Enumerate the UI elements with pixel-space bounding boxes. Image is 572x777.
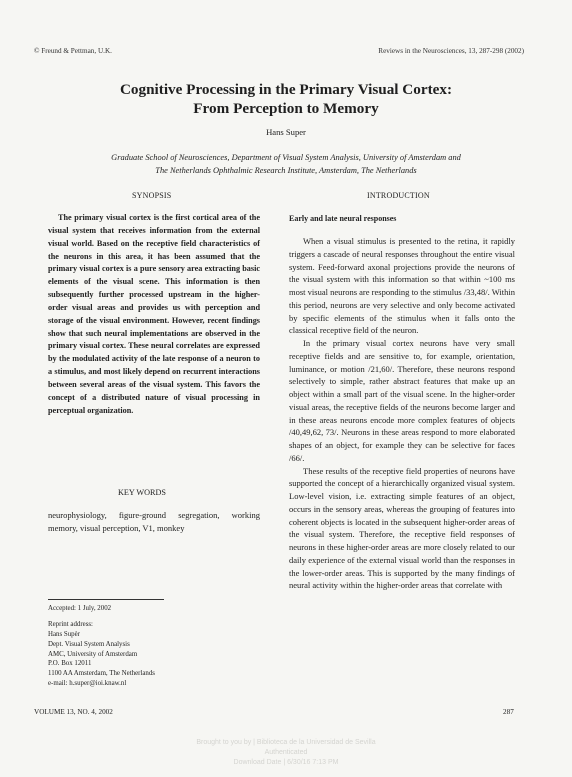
affiliation-line-1: Graduate School of Neurosciences, Department of Visual System Analysis, University of Amsterdam and — [111, 153, 461, 162]
reprint-line: 1100 AA Amsterdam, The Netherlands — [48, 670, 155, 678]
introduction-heading: INTRODUCTION — [367, 191, 430, 200]
keywords-heading: KEY WORDS — [118, 488, 166, 497]
reprint-line: Dept. Visual System Analysis — [48, 640, 130, 648]
author-affiliation — [0, 151, 572, 177]
reprint-line: P.O. Box 12011 — [48, 660, 92, 668]
footer-volume: VOLUME 13, NO. 4, 2002 — [34, 708, 113, 716]
watermark-line-1: Brought to you by | Biblioteca de la Universidad de Sevilla — [196, 739, 376, 746]
reprint-label: Reprint address: — [48, 621, 93, 628]
running-header-journal: Reviews in the Neurosciences, 13, 287-298 (2002) — [378, 47, 524, 55]
author-name: Hans Super — [266, 127, 306, 137]
article-title — [0, 80, 572, 118]
reprint-email: e-mail: h.super@ioi.knaw.nl — [48, 680, 127, 688]
introduction-body — [289, 235, 515, 592]
title-line-2: From Perception to Memory — [193, 100, 379, 117]
paragraph: These results of the receptive field properties of neurons have supported the concept of a hierarchically organized visual system. Low-level vision, i.e. extracting simple features of an object, occurs in the sensory areas, whereas the grouping of features into coherent objects is located in the subsequent higher-order areas of the visual system. Therefore, the receptive field responses of neurons in these higher-order areas are more closely related to our daily experience of the external visual world than the responses in the lower-order areas. This is supported by the many findings of neural activity within the higher-order areas that correlate with — [289, 465, 515, 591]
synopsis-text: The primary visual cortex is the first cortical area of the visual system that receives information from the external visual world. Based on the receptive field characteristics of the neurons in this area, it has been assumed that the primary visual cortex is a pure sensory area extracting basic elements of the visual scene. This information is then subsequently further processed upstream in the higher-order visual areas and provides us with perception and storage of the visual environment. However, recent findings show that such neural implementations are observed in the primary visual cortex. These neural correlates are expressed by the modulated activity of the late response of a neuron to a stimulus, and most likely depend on recurrent interactions between several areas of the visual system. This favors the concept of a distributed nature of visual processing in perceptual organization. — [48, 213, 260, 415]
watermark-line-3: Download Date | 6/30/16 7:13 PM — [233, 759, 339, 766]
watermark-line-2: Authenticated — [264, 749, 308, 756]
footnote-divider — [48, 599, 164, 600]
affiliation-line-2: The Netherlands Ophthalmic Research Institute, Amsterdam, The Netherlands — [155, 166, 417, 175]
reprint-line: AMC, University of Amsterdam — [48, 650, 138, 658]
download-watermark — [0, 738, 572, 768]
reprint-address — [48, 620, 155, 689]
paragraph: When a visual stimulus is presented to the retina, it rapidly triggers a cascade of neural responses throughout the entire visual system. Feed-forward axonal projections provide the neurons of the visual system with this information so that within ~100 ms most visual neurons are responding to the stimulus /33,48/. Within this period, neurons are very selective and only become activated by specific elements of the stimulus when it falls onto the classical receptive field of the neuron. — [289, 236, 515, 336]
page-number: 287 — [503, 708, 514, 716]
accepted-date: Accepted: 1 July, 2002 — [48, 605, 112, 612]
reprint-line: Hans Supèr — [48, 630, 80, 638]
section-subheading: Early and late neural responses — [289, 214, 397, 223]
synopsis-heading: SYNOPSIS — [132, 191, 172, 200]
paragraph: In the primary visual cortex neurons have very small receptive fields and are sensitive to, for example, orientation, luminance, or motion /21,60/. Therefore, these neurons respond selectively to simple, rather abstract features that make up an object within a small part of the visual scene. In the higher-order visual areas, the receptive fields of the neurons become larger and in these areas neurons encode more complex features of objects /40,49,62, 73/. Neurons in these areas respond to more elaborated shapes of an object, for example they can be selective for faces /66/. — [289, 338, 515, 463]
running-header-publisher: © Freund & Pettman, U.K. — [34, 47, 112, 55]
keywords-text: neurophysiology, figure-ground segregation, working memory, visual perception, V1, monkey — [48, 510, 260, 533]
title-line-1: Cognitive Processing in the Primary Visual Cortex: — [119, 81, 453, 98]
